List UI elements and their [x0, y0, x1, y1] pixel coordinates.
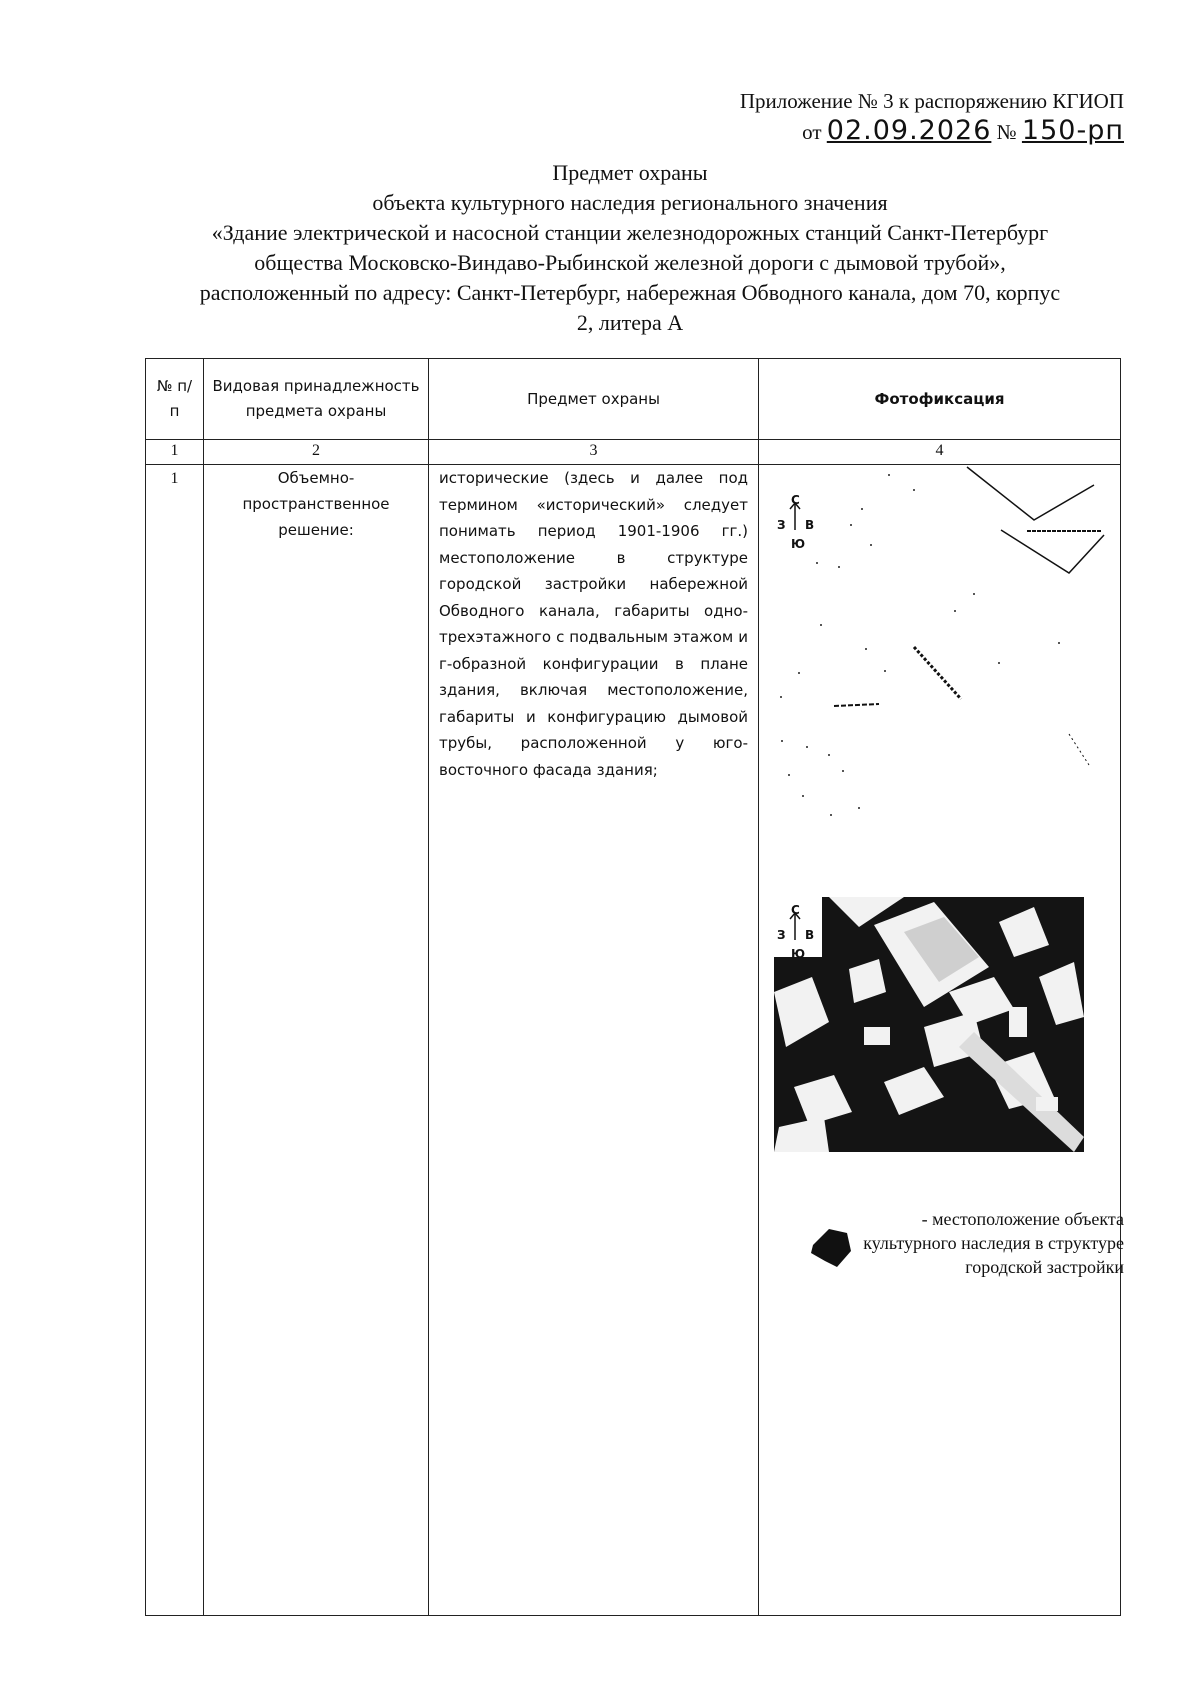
protection-table — [145, 358, 1124, 1616]
map-legend: - местоположение объекта культурного наследия в структуре городской застройки — [863, 1209, 1124, 1277]
header-subject: Предмет охраны — [429, 359, 759, 440]
appendix-header — [740, 86, 1124, 147]
document-title: Предмет охраны объекта культурного наследия регионального значения «Здание электрической и насосной станции железнодорожных станций Санкт-Петербург общества Московско-Виндаво-Рыбинской железной дороги с дымовой трубой», расположенный по адресу: Санкт-Петербург, набережная Обводного канала, дом 70, корпус 2, литера А — [199, 160, 1061, 335]
photo-cell — [759, 465, 1124, 1616]
header-number: № п/п — [146, 359, 204, 440]
row-subject: исторические (здесь и далее под термином «исторический» следует понимать период 1901-1906 гг.) местоположение в структуре городской застройки набережной Обводного канала, габариты одно-трехэтажного с подвальным этажом и г-образной конфигурации в плане здания, включая местоположение, габариты и конфигурацию дымовой трубы, расположенной у юго-восточного фасада здания; — [429, 465, 759, 1616]
compass-rose-1: С З В Ю — [777, 487, 813, 543]
header-type: Видовая принадлежность предмета охраны — [204, 359, 429, 440]
table-row — [146, 465, 1121, 1616]
header-photo: Фотофиксация — [759, 359, 1121, 440]
row-type: Объемно-пространственное решение: — [204, 465, 429, 1616]
north-arrow-icon — [777, 897, 813, 953]
appendix-line: Приложение № 3 к распоряжению КГИОП — [739, 89, 1124, 113]
order-date-number: от 02.09.2026 № 150-рп — [802, 115, 1124, 146]
order-date: 02.09.2026 — [826, 115, 992, 146]
north-arrow-icon — [777, 487, 813, 543]
compass-rose-2: С З В Ю — [777, 897, 813, 953]
aerial-photo-image — [774, 897, 1084, 1152]
row-number: 1 — [146, 465, 204, 1616]
order-number: 150-рп — [1021, 115, 1124, 146]
table-header-row — [146, 359, 1121, 440]
column-number-row: 1 2 3 4 — [146, 440, 1121, 465]
